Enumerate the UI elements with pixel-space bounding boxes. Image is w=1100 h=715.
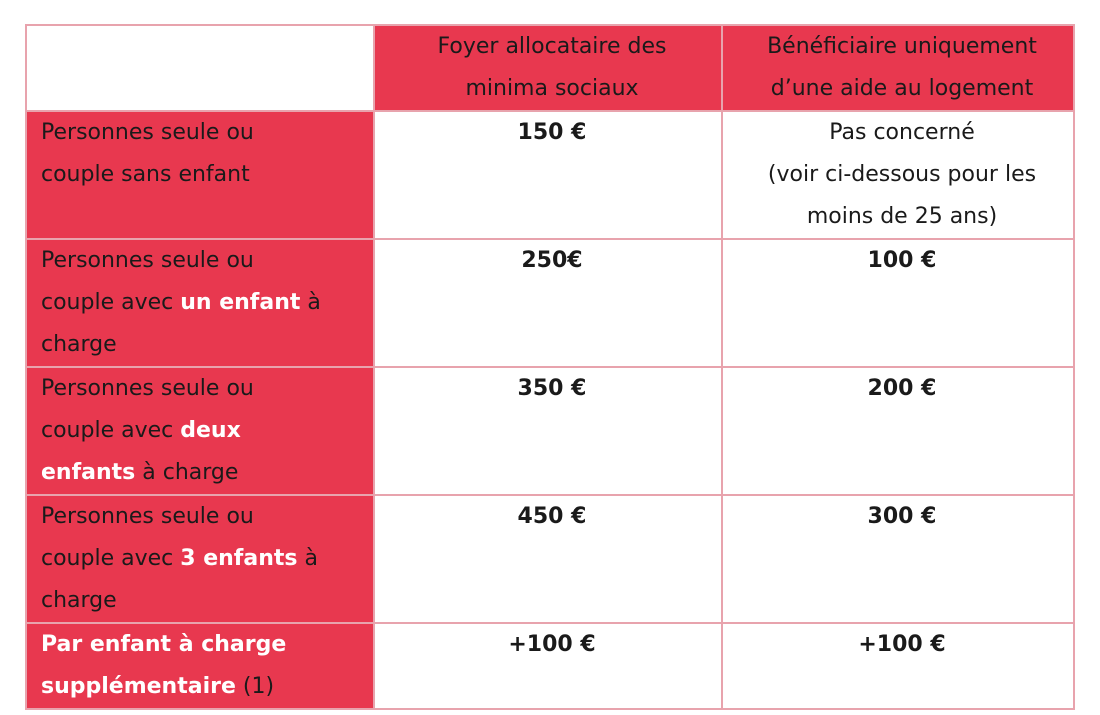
value-minima-un-enfant — [374, 239, 722, 367]
table-row — [26, 623, 1074, 709]
label-emphasis: enfants — [41, 460, 136, 485]
value-logement-trois-enfants — [722, 495, 1074, 623]
row-label-line: charge — [41, 588, 117, 613]
row-label-deux-enfants — [26, 367, 374, 495]
label-text: couple avec — [41, 546, 181, 571]
not-concerned-text: Pas concerné — [829, 120, 975, 145]
header-minima-sociaux-line2: minima sociaux — [465, 76, 639, 101]
value-minima-sans-enfant — [374, 111, 722, 239]
header-aide-logement-line1: Bénéficiaire uniquement — [767, 34, 1037, 59]
value-minima-trois-enfants — [374, 495, 722, 623]
amount: 200 € — [867, 376, 937, 401]
value-logement-deux-enfants — [722, 367, 1074, 495]
header-aide-logement — [722, 25, 1074, 111]
header-aide-logement-line2: d’une aide au logement — [770, 76, 1034, 101]
row-label-un-enfant — [26, 239, 374, 367]
label-text: à charge — [135, 460, 239, 485]
amount: +100 € — [508, 632, 596, 657]
footnote-ref: (1) — [235, 674, 275, 699]
row-label-line: Personnes seule ou — [41, 504, 254, 529]
row-label-line — [41, 452, 367, 494]
aid-table — [25, 24, 1075, 710]
table-row — [26, 111, 1074, 239]
row-label-line: Personnes seule ou — [41, 376, 254, 401]
label-text: à — [300, 290, 321, 315]
amount: +100 € — [858, 632, 946, 657]
not-concerned-note: (voir ci-dessous pour les — [767, 162, 1037, 187]
label-emphasis: un enfant — [180, 290, 301, 315]
row-label-line: charge — [41, 332, 117, 357]
row-label-enfant-supplementaire — [26, 623, 374, 709]
table-row — [26, 495, 1074, 623]
table-row — [26, 367, 1074, 495]
value-minima-enfant-supplementaire — [374, 623, 722, 709]
label-emphasis: Par enfant à charge — [41, 632, 287, 657]
amount: 300 € — [867, 504, 937, 529]
row-label-line — [41, 624, 367, 666]
header-minima-sociaux — [374, 25, 722, 111]
row-label-trois-enfants — [26, 495, 374, 623]
amount: 150 € — [517, 120, 587, 145]
label-text: couple avec — [41, 290, 181, 315]
table-row — [26, 239, 1074, 367]
label-text: couple avec — [41, 418, 181, 443]
row-label-line — [41, 538, 367, 580]
label-emphasis: deux — [180, 418, 241, 443]
row-label-line: Personnes seule ou — [41, 120, 254, 145]
header-corner-cell — [26, 25, 374, 111]
row-label-line: couple sans enfant — [41, 162, 250, 187]
value-minima-deux-enfants — [374, 367, 722, 495]
row-label-line — [41, 666, 367, 708]
header-minima-sociaux-line1: Foyer allocataire des — [437, 34, 667, 59]
value-logement-un-enfant — [722, 239, 1074, 367]
not-concerned-note: moins de 25 ans) — [806, 204, 998, 229]
amount: 250€ — [521, 248, 583, 273]
amount: 100 € — [867, 248, 937, 273]
row-label-line — [41, 410, 367, 452]
label-emphasis: 3 enfants — [180, 546, 298, 571]
amount: 350 € — [517, 376, 587, 401]
label-text: à — [297, 546, 318, 571]
label-emphasis: supplémentaire — [41, 674, 236, 699]
value-logement-sans-enfant — [722, 111, 1074, 239]
row-label-line: Personnes seule ou — [41, 248, 254, 273]
row-label-sans-enfant — [26, 111, 374, 239]
row-label-line — [41, 282, 367, 324]
table-header-row — [26, 25, 1074, 111]
amount: 450 € — [517, 504, 587, 529]
value-logement-enfant-supplementaire — [722, 623, 1074, 709]
